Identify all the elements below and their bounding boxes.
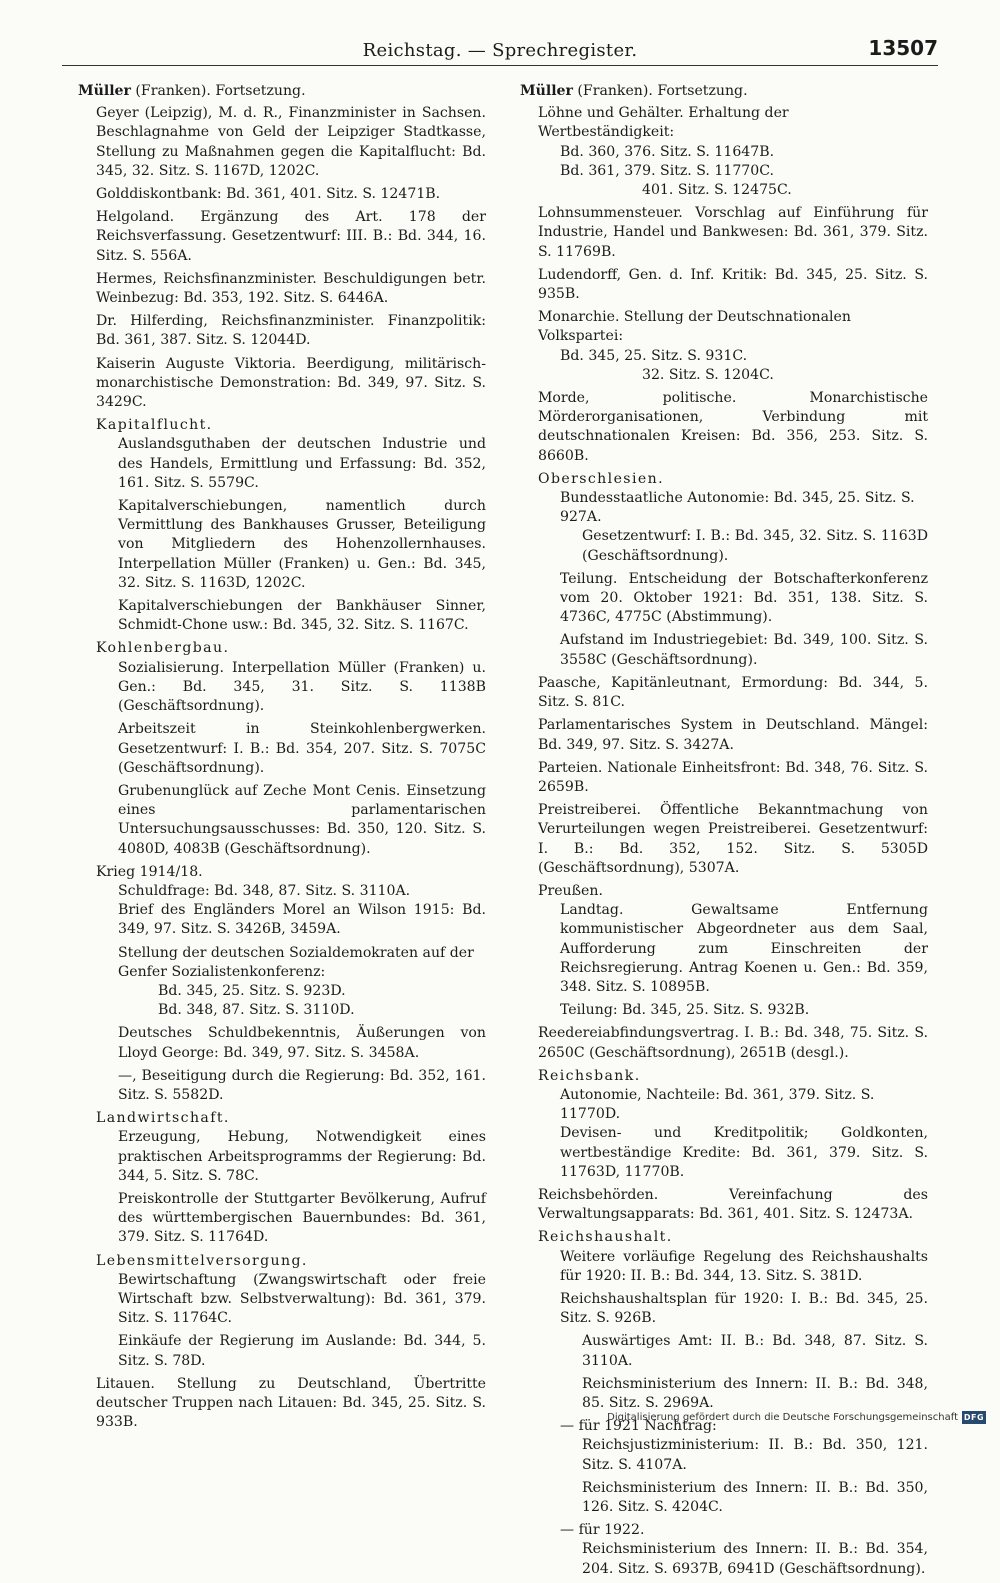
continuation-rest: (Franken). Fortsetzung.: [572, 83, 748, 99]
entry-parteien: Parteien. Nationale Einheitsfront: Bd. 348, 76. Sitz. S. 2659B.: [538, 759, 928, 795]
subentry-einkaeufe: Einkäufe der Regierung im Auslande: Bd. 344, 5. Sitz. S. 78D.: [118, 1333, 486, 1369]
entry-golddiskontbank: Golddiskontbank: Bd. 361, 401. Sitz. S. 12471B.: [96, 186, 441, 203]
subentry-1922: — für 1922.: [560, 1522, 645, 1539]
entry-litauen: Litauen. Stellung zu Deutschland, Übertritte deutscher Truppen nach Litauen: Bd. 345, 25. Sitz. S. 933B.: [96, 1375, 486, 1431]
continuation-rest: (Franken). Fortsetzung.: [130, 83, 306, 99]
entry-heading-reichshaushalt: Reichshaushalt.: [538, 1229, 673, 1246]
subentry-teilung-preussen: Teilung: Bd. 345, 25. Sitz. S. 932B.: [560, 1002, 810, 1019]
subentry-preiskontrolle: Preiskontrolle der Stuttgarter Bevölkerung, Aufruf des württembergischen Bauernbundes: Bd. 361, 379. Sitz. S. 11764D.: [118, 1190, 486, 1246]
reference-line: Bd. 360, 376. Sitz. S. 11647B.: [560, 143, 775, 160]
subentry-reichsministerium-innern: Reichsministerium des Innern: II. B.: Bd. 348, 85. Sitz. S. 2969A.: [582, 1375, 928, 1411]
subentry-gesetzentwurf: Gesetzentwurf: I. B.: Bd. 345, 32. Sitz. S. 1163D (Geschäftsordnung).: [582, 528, 928, 564]
reference-line: Bd. 345, 25. Sitz. S. 931C.: [560, 347, 748, 364]
entry-monarchie: Monarchie. Stellung der Deutschnationalen Volkspartei:: [538, 309, 851, 345]
entry-hilferding: Dr. Hilferding, Reichsfinanzminister. Finanzpolitik: Bd. 361, 387. Sitz. S. 12044D.: [96, 313, 486, 349]
footer-text: Digitalisierung gefördert durch die Deutsche Forschungsgemeinschaft: [607, 1412, 958, 1423]
subentry-grubenunglueck: Grubenunglück auf Zeche Mont Cenis. Einsetzung eines parlamentarischen Untersuchungsausschusses: Bd. 350, 120. Sitz. S. 4080D, 4083B (Geschäftsordnung).: [118, 782, 486, 857]
subentry-kapitalverschiebungen: Kapitalverschiebungen, namentlich durch Vermittlung des Bankhauses Grusser, Beteiligung von Mitgliedern des Hohenzollernhauses. Interpellation Müller (Franken) u. Gen.: Bd. 345, 32. Sitz. S. 1163D, 1202C.: [118, 498, 486, 591]
right-column: [520, 82, 928, 1583]
entry-loehne: Löhne und Gehälter. Erhaltung der Wertbeständigkeit:: [538, 105, 789, 141]
left-column: [78, 82, 486, 1436]
entry-heading-reichsbank: Reichsbank.: [538, 1067, 641, 1084]
subentry-brief-morel: Brief des Engländers Morel an Wilson 1915: Bd. 349, 97. Sitz. S. 3426B, 3459A.: [118, 902, 486, 938]
footer-credit: [607, 1411, 986, 1424]
reference-line: 32. Sitz. S. 1204C.: [642, 366, 774, 383]
subentry-bewirtschaftung: Bewirtschaftung (Zwangswirtschaft oder freie Wirtschaft bzw. Selbstverwaltung): Bd. 361, 379. Sitz. S. 11764C.: [118, 1271, 486, 1327]
entry-preistreiberei: Preistreiberei. Öffentliche Bekanntmachung von Verurteilungen wegen Preistreiberei. Gesetzentwurf: I. B.: Bd. 352, 152. Sitz. S. 5305D (Geschäftsordnung), 5307A.: [538, 802, 928, 876]
subentry-erzeugung: Erzeugung, Hebung, Notwendigkeit eines praktischen Arbeitsprogramms der Regierung: Bd. 344, 5. Sitz. S. 78C.: [118, 1129, 486, 1184]
subentry-reichsministerium-innern-1921: Reichsministerium des Innern: II. B.: Bd. 350, 126. Sitz. S. 4204C.: [582, 1479, 928, 1516]
continuation-name: Müller: [520, 83, 573, 99]
entry-heading-kohlenbergbau: Kohlenbergbau.: [96, 640, 230, 657]
subentry-haushaltsplan-1920: Reichshaushaltsplan für 1920: I. B.: Bd. 345, 25. Sitz. S. 926B.: [560, 1290, 928, 1327]
entry-kaiserin: Kaiserin Auguste Viktoria. Beerdigung, militärisch-monarchistische Demonstration: Bd. 349, 97. Sitz. S. 3429C.: [96, 355, 486, 411]
continuation-heading: [78, 82, 486, 101]
running-title: Reichstag. — Sprechregister.: [362, 40, 638, 61]
reference-line: Bd. 345, 25. Sitz. S. 923D.: [158, 982, 346, 999]
entry-lohnsummensteuer: Lohnsummensteuer. Vorschlag auf Einführung für Industrie, Handel und Bankwesen: Bd. 361, 379. Sitz. S. 11769B.: [538, 205, 928, 260]
subentry-aufstand: Aufstand im Industriegebiet: Bd. 349, 100. Sitz. S. 3558C (Geschäftsordnung).: [560, 632, 928, 668]
entry-heading-oberschlesien: Oberschlesien.: [538, 470, 664, 487]
entry-heading-preussen: Preußen.: [538, 882, 603, 899]
continuation-heading: [520, 82, 928, 101]
entry-paasche: Paasche, Kapitänleutnant, Ermordung: Bd. 344, 5. Sitz. S. 81C.: [538, 674, 928, 711]
entry-ludendorff: Ludendorff, Gen. d. Inf. Kritik: Bd. 345, 25. Sitz. S. 935B.: [538, 266, 928, 303]
subentry-autonomie: Bundesstaatliche Autonomie: Bd. 345, 25. Sitz. S. 927A.: [560, 490, 915, 526]
entry-heading-krieg: Krieg 1914/18.: [96, 863, 203, 880]
entry-hermes: Hermes, Reichsfinanzminister. Beschuldigungen betr. Weinbezug: Bd. 353, 192. Sitz. S. 6446A.: [96, 270, 486, 307]
entry-heading-kapitalflucht: Kapitalflucht.: [96, 417, 213, 434]
subentry-bankhaeuser: Kapitalverschiebungen der Bankhäuser Sinner, Schmidt-Chone usw.: Bd. 345, 32. Sitz. S. 1167C.: [118, 598, 486, 634]
reference-line: Bd. 361, 379. Sitz. S. 11770C.: [560, 162, 774, 179]
entry-reichsbehoerden: Reichsbehörden. Vereinfachung des Verwaltungsapparats: Bd. 361, 401. Sitz. S. 12473A.: [538, 1186, 928, 1223]
subentry-autonomie-nachteile: Autonomie, Nachteile: Bd. 361, 379. Sitz. S. 11770D.: [560, 1086, 875, 1123]
subentry-teilung: Teilung. Entscheidung der Botschafterkonferenz vom 20. Oktober 1921: Bd. 351, 138. Sitz. S. 4736C, 4775C (Abstimmung).: [560, 570, 928, 626]
entry-morde: Morde, politische. Monarchistische Mörderorganisationen, Verbindung mit deutschnationalen Kreisen: Bd. 356, 253. Sitz. S. 8660B.: [538, 390, 928, 464]
page-header: [62, 34, 938, 64]
subentry-auslandsguthaben: Auslandsguthaben der deutschen Industrie und des Handels, Ermittlung und Erfassung: Bd. 352, 161. Sitz. S. 5579C.: [118, 436, 486, 491]
subentry-landtag: Landtag. Gewaltsame Entfernung kommunistischer Abgeordneter aus dem Saal, Aufforderung zum Einschreiten der Reichsregierung. Antrag Koenen u. Gen.: Bd. 359, 348. Sitz. S. 10895B.: [560, 902, 928, 995]
subentry-auswaertiges-amt: Auswärtiges Amt: II. B.: Bd. 348, 87. Sitz. S. 3110A.: [582, 1333, 928, 1369]
dfg-logo-icon: DFG: [963, 1413, 985, 1422]
subentry-genfer-konferenz: Stellung der deutschen Sozialdemokraten auf der Genfer Sozialistenkonferenz:: [118, 944, 474, 980]
entry-reedereiabfindungsvertrag: Reedereiabfindungsvertrag. I. B.: Bd. 348, 75. Sitz. S. 2650C (Geschäftsordnung), 2651B (desgl.).: [538, 1025, 928, 1061]
subentry-devisenpolitik: Devisen- und Kreditpolitik; Goldkonten, wertbeständige Kredite: Bd. 361, 379. Sitz. S. 11763D, 11770B.: [560, 1125, 928, 1180]
entry-geyer: Geyer (Leipzig), M. d. R., Finanzminister in Sachsen. Beschlagnahme von Geld der Leipziger Stadtkasse, Stellung zu Maßnahmen gegen die Kapitalflucht: Bd. 345, 32. Sitz. S. 1167D, 1202C.: [96, 105, 486, 179]
entry-heading-landwirtschaft: Landwirtschaft.: [96, 1110, 230, 1127]
header-rule: [62, 65, 938, 66]
entry-helgoland: Helgoland. Ergänzung des Art. 178 der Reichsverfassung. Gesetzentwurf: III. B.: Bd. 344, 16. Sitz. S. 556A.: [96, 209, 486, 264]
page-number: 13507: [868, 36, 938, 60]
subentry-1921-nachtrag: — für 1921 Nachtrag:: [560, 1418, 717, 1435]
subentry-schuldbekenntnis: Deutsches Schuldbekenntnis, Äußerungen von Lloyd George: Bd. 349, 97. Sitz. S. 3458A.: [118, 1025, 486, 1061]
subentry-reichsministerium-innern-1922: Reichsministerium des Innern: II. B.: Bd. 354, 204. Sitz. S. 6937B, 6941D (Geschäftsordnung).: [582, 1541, 928, 1577]
continuation-name: Müller: [78, 83, 131, 99]
subentry-schuldfrage: Schuldfrage: Bd. 348, 87. Sitz. S. 3110A.: [118, 882, 411, 899]
subentry-sozialisierung: Sozialisierung. Interpellation Müller (Franken) u. Gen.: Bd. 345, 31. Sitz. S. 1138B (Geschäftsordnung).: [118, 659, 486, 715]
entry-parlamentarisches-system: Parlamentarisches System in Deutschland. Mängel: Bd. 349, 97. Sitz. S. 3427A.: [538, 717, 928, 753]
reference-line: Bd. 348, 87. Sitz. S. 3110D.: [158, 1002, 355, 1019]
subentry-reichsjustizministerium: Reichsjustizministerium: II. B.: Bd. 350, 121. Sitz. S. 4107A.: [582, 1437, 928, 1473]
subentry-arbeitszeit: Arbeitszeit in Steinkohlenbergwerken. Gesetzentwurf: I. B.: Bd. 354, 207. Sitz. S. 7075C (Geschäftsordnung).: [118, 721, 486, 776]
reference-line: 401. Sitz. S. 12475C.: [642, 182, 792, 199]
subentry-beseitigung: —, Beseitigung durch die Regierung: Bd. 352, 161. Sitz. S. 5582D.: [118, 1067, 486, 1103]
entry-heading-lebensmittel: Lebensmittelversorgung.: [96, 1252, 308, 1269]
subentry-vorlaeufige-regelung: Weitere vorläufige Regelung des Reichshaushalts für 1920: II. B.: Bd. 344, 13. Sitz. S. 381D.: [560, 1248, 928, 1284]
